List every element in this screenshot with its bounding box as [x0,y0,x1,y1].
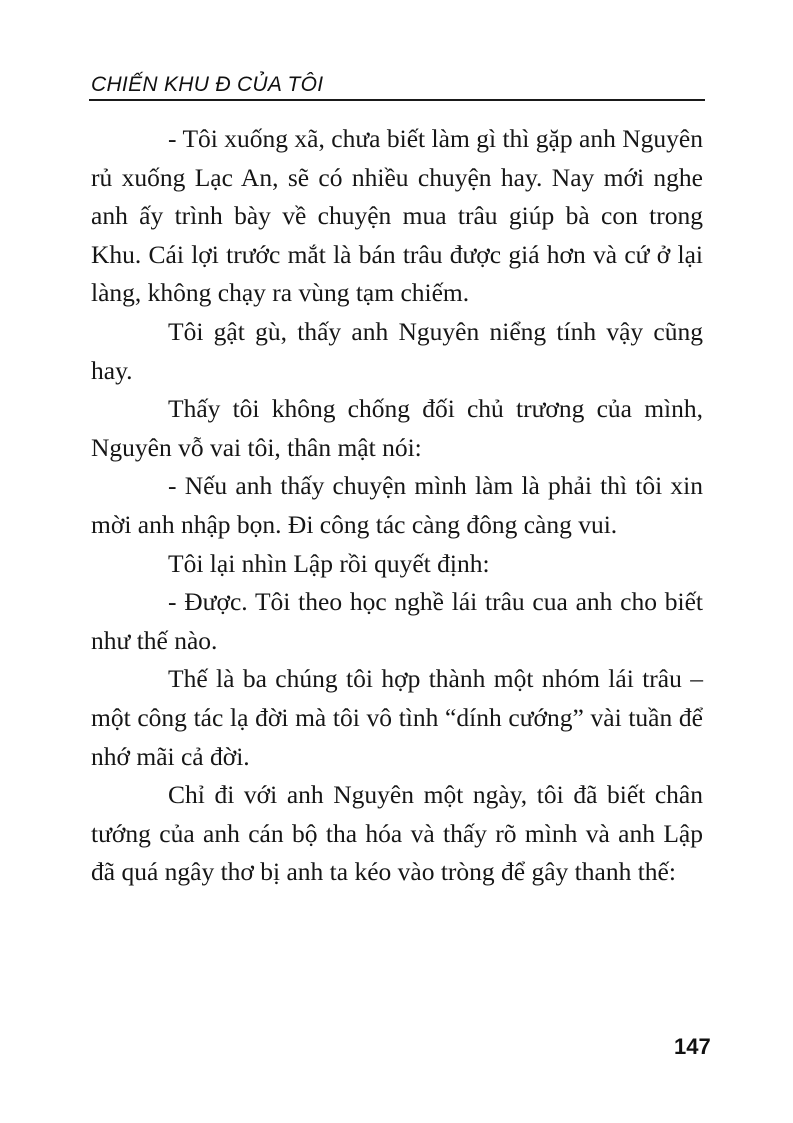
paragraph: Tôi lại nhìn Lập rồi quyết định: [168,548,490,578]
header-rule [89,99,705,101]
paragraph: - Được. Tôi theo học nghề lái trâu cua anh cho biết như thế nào. [91,587,703,655]
paragraph: Tôi gật gù, thấy anh Nguyên niểng tính vậy cũng hay. [91,316,703,385]
paragraph: Thế là ba chúng tôi hợp thành một nhóm lái trâu – một công tác lạ đời mà tôi vô tình “dính cướng” vài tuần để nhớ mãi cả đời. [91,664,703,771]
paragraph: Thấy tôi không chống đối chủ trương của mình, Nguyên vỗ vai tôi, thân mật nói: [91,394,703,462]
paragraph: - Tôi xuống xã, chưa biết làm gì thì gặp anh Nguyên rủ xuống Lạc An, sẽ có nhiều chuyện hay. Nay mới nghe anh ấy trình bày về chuyện mua trâu giúp bà con trong Khu. Cái lợi trước mắt là bán trâu được giá hơn và cứ ở lại làng, không chạy ra vùng tạm chiếm. [91,124,703,308]
running-header-title: CHIẾN KHU Đ CỦA TÔI [91,73,324,96]
page-body [91,120,703,892]
paragraph: Chỉ đi với anh Nguyên một ngày, tôi đã biết chân tướng của anh cán bộ tha hóa và thấy rõ mình và anh Lập đã quá ngây thơ bị anh ta kéo vào tròng để gây thanh thế: [91,780,703,887]
page-number: 147 [674,1034,711,1059]
paragraph: - Nếu anh thấy chuyện mình làm là phải thì tôi xin mời anh nhập bọn. Đi công tác càng đông càng vui. [91,471,703,539]
